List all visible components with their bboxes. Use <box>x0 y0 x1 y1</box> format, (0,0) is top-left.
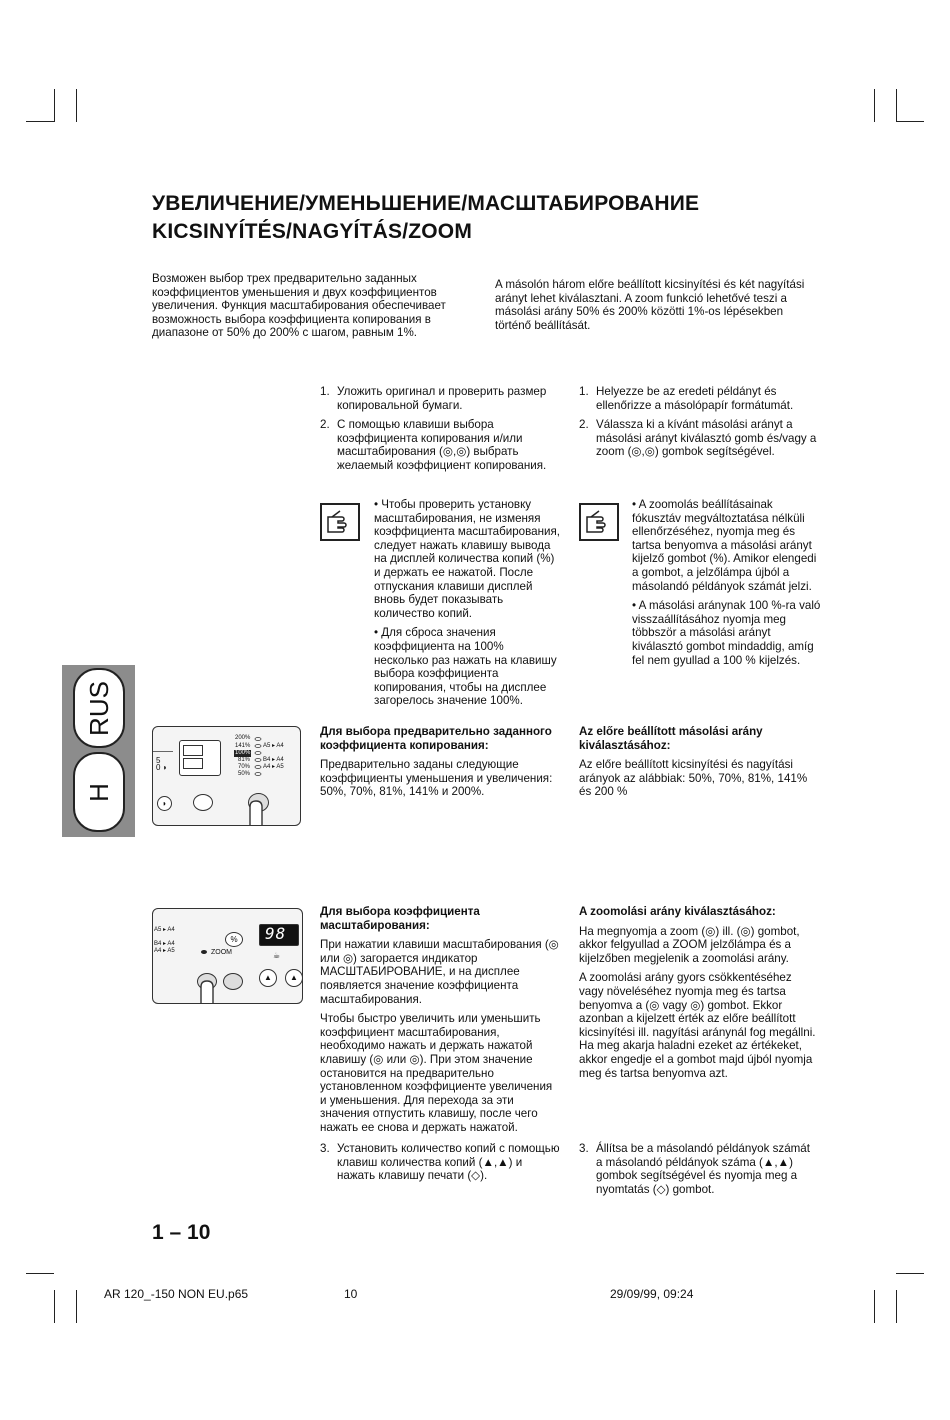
ratio-indicator-lamps <box>253 736 263 781</box>
crop-mark <box>26 1273 54 1274</box>
crop-mark <box>896 121 924 122</box>
notes-hu <box>632 498 822 667</box>
exposure-indicator: 5 0 ◗ <box>156 756 168 772</box>
step3-ru <box>320 1142 560 1189</box>
step-text: Установить количество копий с помощью клавиш количества копий (▲,▲) и нажать клавишу печати (◇). <box>337 1142 560 1183</box>
zoom-heading-ru: Для выбора коэффициента масштабирования: <box>320 905 480 932</box>
paper-size-label: A4 ▸ A5 <box>154 948 175 954</box>
step-text: Уложить оригинал и проверить размер копировальной бумаги. <box>337 385 547 412</box>
preset-text-ru: Предварительно заданы следующие коэффициенты уменьшения и увеличения: 50%, 70%, 81%, 141% и 200%. <box>320 758 553 799</box>
footer-file: AR 120_-150 NON EU.p65 <box>104 1287 249 1301</box>
paper-select-button <box>193 794 213 811</box>
crop-mark <box>54 89 55 122</box>
step-number: 1. <box>320 385 330 398</box>
zoom-label: ZOOM <box>211 949 232 956</box>
notes-ru <box>374 498 560 708</box>
title-line-ru: УВЕЛИЧЕНИЕ/УМЕНЬШЕНИЕ/МАСШТАБИРОВАНИЕ <box>152 192 700 215</box>
preset-section-ru <box>320 725 560 799</box>
preset-section-hu <box>579 725 819 799</box>
title-line-hu: KICSINYÍTÉS/NAGYÍTÁS/ZOOM <box>152 220 473 243</box>
ratio-label: 70% <box>238 764 251 770</box>
pointing-hand-icon <box>579 503 619 541</box>
zoom-section-ru <box>320 905 560 1135</box>
zoom-text-hu: Ha megnyomja a zoom (◎) ill. (◎) gombot, akkor felgyullad a ZOOM jelzőlámpa és a kijelzőben megjelenik a zoomolási arány. <box>579 924 800 965</box>
control-panel-ratio-illustration <box>152 726 301 826</box>
language-label-rus <box>73 668 125 748</box>
toner-icon: ☕ <box>273 951 281 960</box>
step-item <box>579 1142 819 1196</box>
paper-size-label: A5 ▸ A4 <box>154 927 175 933</box>
intro-hu: A másolón három előre beállított kicsinyítési és két nagyítási arányt lehet kiválasztani. A zoom funkció lehetővé teszi a másolási arány 50% és 200% közötti 1%-os lépésekben történő beállítását. <box>495 278 805 332</box>
footer-page: 10 <box>344 1287 358 1301</box>
zoom-heading-hu: A zoomolási arány kiválasztásához: <box>579 905 776 918</box>
steps-ru <box>320 385 560 479</box>
crop-mark <box>54 1290 55 1323</box>
step-text: Helyezze be az eredeti példányt és ellenőrizze a másolópapír formátumát. <box>596 385 794 412</box>
ratio-label: 81% <box>238 757 251 763</box>
paper-tray-slot <box>183 758 203 769</box>
h-text: H <box>83 782 114 802</box>
ratio-label: 141% <box>235 743 251 749</box>
language-label-h <box>73 752 125 832</box>
paper-size-label: B4 ▸ A4 <box>154 941 175 947</box>
crop-mark <box>76 89 77 122</box>
step-text: Állítsa be a másolandó példányok számát a másolandó példányok száma (▲,▲) gombok segítségével és nyomja meg a nyomtatás (◇) gombot. <box>596 1142 810 1196</box>
preset-text-hu: Az előre beállított kicsinyítési és nagyítási arányok az alábbiak: 50%, 70%, 81%, 141% és 200 % <box>579 758 808 799</box>
exposure-button: ◗ <box>157 796 172 811</box>
crop-mark <box>76 1290 77 1323</box>
paper-size-label: A5 ▸ A4 <box>263 743 284 749</box>
rus-text: RUS <box>83 680 114 736</box>
control-panel-zoom-illustration <box>152 908 303 1004</box>
step-number: 2. <box>579 418 589 432</box>
note-bullet: • Для сброса значения коэффициента на 100% несколько раз нажать на клавишу выбора коэффициента копирования, чтобы на дисплее загорелось значение 100%. <box>374 626 557 708</box>
crop-mark <box>896 89 897 122</box>
paper-size-label: A4 ▸ A5 <box>263 764 284 770</box>
zoom-text-hu: A zoomolási arány gyors csökkentéséhez vagy növeléséhez nyomja meg és tartsa benyomva a (◎ vagy ◎) gombot. Ekkor azonban a kijelzett érték az előre beállított kicsinyítési ill. nagyítási aránynál fog megállni. Ha meg akarja haladni ezeket az értékeket, akkor engedje el a gombot majd újból nyomja meg és tartsa benyomva azt. <box>579 971 816 1080</box>
step-item <box>320 418 560 472</box>
step-number: 3. <box>579 1142 589 1155</box>
zoom-up-button <box>223 973 243 990</box>
display-digits: 98 <box>265 924 287 943</box>
percent-key: % <box>225 932 243 947</box>
step-number: 1. <box>579 385 589 398</box>
page-title <box>152 190 872 246</box>
step-item <box>579 418 819 459</box>
step-item <box>320 385 560 412</box>
zoom-text-ru: При нажатии клавиши масштабирования (◎ или ◎) загорается индикатор МАСШТАБИРОВАНИЕ, и на дисплее появляется значение коэффициента масштабирования. <box>320 938 559 1006</box>
step-number: 2. <box>320 418 330 432</box>
step-item <box>579 385 819 412</box>
zoom-lamp <box>201 950 207 954</box>
note-bullet: • A másolási aránynak 100 %-ra való visszaállításához nyomja meg többször a másolási arányt kiválasztó gombot mindaddig, amíg fel nem gyullad a 100 % kijelzés. <box>632 599 821 667</box>
paper-size-label: B4 ▸ A4 <box>263 757 284 763</box>
crop-mark <box>896 1290 897 1323</box>
step-item <box>320 1142 560 1183</box>
steps-hu <box>579 385 819 465</box>
paper-tray-slot <box>183 745 203 756</box>
panel-divider <box>152 751 173 752</box>
pointing-hand-icon <box>320 503 360 541</box>
crop-mark <box>874 89 875 122</box>
zoom-section-hu <box>579 905 819 1080</box>
step-text: С помощью клавиши выбора коэффициента копирования и/или масштабирования (◎,◎) выбрать желаемый коэффициент копирования. <box>337 418 547 472</box>
crop-mark <box>874 1290 875 1323</box>
note-bullet: • A zoomolás beállításainak fókusztáv megváltoztatása nélküli ellenőrzéséhez, nyomja meg és tartsa benyomva a másolási arányt kijelző gombot (%). Amikor elengedi a gombot, a jelzőlámpa újból a másolandó példányok számát jelzi. <box>632 498 817 593</box>
ratio-label: 50% <box>238 771 251 777</box>
step-number: 3. <box>320 1142 330 1155</box>
note-bullet: • Чтобы проверить установку масштабирования, не изменяя коэффициента масштабирования, следует нажать клавишу вывода на дисплей количества копий (%) и держать ее нажатой. После отпускания клавиши дисплей вновь будет показывать количество копий. <box>374 498 560 620</box>
step-text: Válassza ki a kívánt másolási arányt a másolási arányt kiválasztó gomb és/vagy a zoom (◎,◎) gombok segítségével. <box>596 418 817 459</box>
ratio-label-selected: 100% <box>235 750 251 756</box>
preset-heading-hu: Az előre beállított másolási arány kiválasztásához: <box>579 725 763 752</box>
finger-pressing-icon <box>246 799 266 825</box>
crop-mark <box>896 1273 924 1274</box>
crop-mark <box>26 121 54 122</box>
ratio-label: 200% <box>235 735 251 741</box>
preset-heading-ru: Для выбора предварительно заданного коэффициента копирования: <box>320 725 552 752</box>
copy-count-up-button: ▲ <box>285 969 303 987</box>
step3-hu <box>579 1142 819 1202</box>
copy-count-down-button: ▲ <box>259 969 277 987</box>
intro-ru: Возможен выбор трех предварительно заданных коэффициентов уменьшения и двух коэффициентов увеличения. Функция масштабирования обеспечивает возможность выбора коэффициента копирования в диапазоне от 50% до 200% с шагом, равным 1%. <box>152 272 446 340</box>
page-number: 1 – 10 <box>152 1221 211 1244</box>
finger-pressing-icon <box>197 979 217 1004</box>
zoom-text-ru: Чтобы быстро увеличить или уменьшить коэффициент масштабирования, необходимо нажать и держать нажатой клавишу (◎ или ◎). При этом значение остановится на предварительно установленном коэффициенте увеличения и уменьшения. Для перехода за эти значения отпустить клавишу, после чего нажать ее снова и держать нажатой. <box>320 1012 553 1134</box>
footer-date: 29/09/99, 09:24 <box>610 1287 694 1301</box>
